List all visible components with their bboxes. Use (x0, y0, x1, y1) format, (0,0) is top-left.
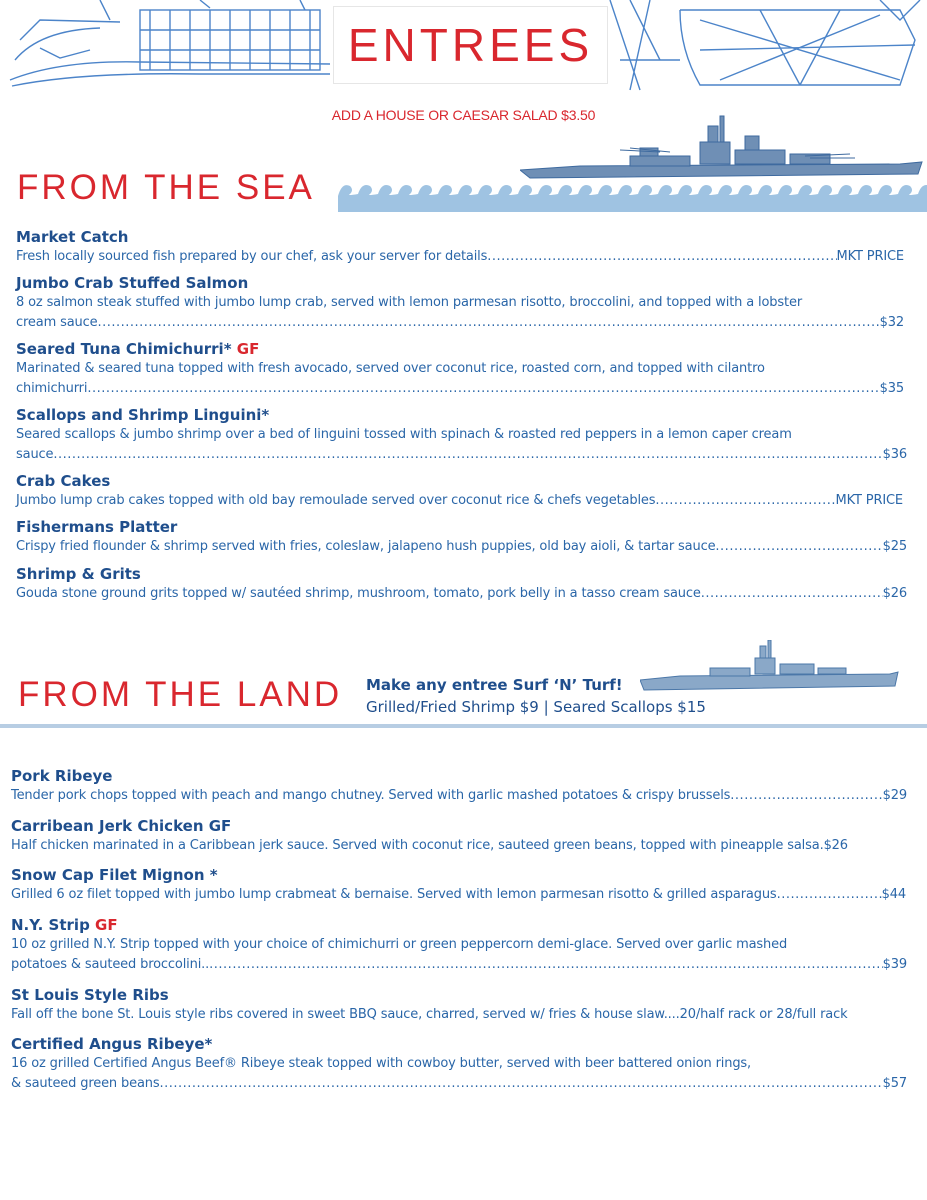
item-description-cont: cream sauce (16, 314, 98, 330)
item-name: Seared Tuna Chimichurri* (16, 340, 232, 358)
item-price: $26 (882, 586, 907, 601)
item-name: Crab Cakes (16, 472, 111, 490)
dot-leader (209, 955, 882, 975)
gluten-free-badge: GF (95, 916, 118, 934)
item-name: Shrimp & Grits (16, 565, 141, 583)
item-name: Scallops and Shrimp Linguini* (16, 406, 270, 424)
battleship-icon (520, 112, 925, 192)
item-description: Fall off the bone St. Louis style ribs covered in sweet BBQ sauce, charred, served w/ fries & house slaw....20/half rack or 28/full rack (11, 1007, 848, 1022)
menu-item-pork-ribeye (11, 766, 907, 806)
menu-item-crab-cakes (16, 471, 903, 511)
item-price: $57 (882, 1075, 907, 1091)
item-description: Seared scallops & jumbo shrimp over a bed of linguini tossed with spinach & roasted red peppers in a lemon caper cream (16, 427, 792, 442)
menu-item-st-louis-style-ribs (11, 985, 916, 1025)
page-title: ENTREES (347, 19, 594, 71)
menu-item-ny-strip (11, 915, 907, 974)
dot-leader (701, 584, 883, 604)
item-name: Snow Cap Filet Mignon * (11, 866, 218, 884)
gluten-free-badge: GF (236, 340, 260, 358)
menu-item-seared-tuna-chimichurri (16, 339, 904, 398)
item-name: Pork Ribeye (11, 767, 113, 785)
battleship-small-icon (640, 640, 900, 698)
item-price: MKT PRICE (836, 249, 904, 264)
item-price: $39 (882, 956, 907, 972)
dot-leader (53, 445, 882, 465)
item-description-cont: sauce (16, 446, 54, 462)
item-price: MKT PRICE (835, 493, 903, 508)
item-description: Tender pork chops topped with peach and mango chutney. Served with garlic mashed potatoes & crispy brussels (11, 788, 731, 803)
item-description: Gouda stone ground grits topped w/ sautéed shrimp, mushroom, tomato, pork belly in a tasso cream sauce (16, 586, 701, 601)
menu-item-scallops-shrimp-linguini (16, 405, 907, 464)
dot-leader (159, 1074, 882, 1094)
dot-leader (655, 491, 835, 511)
dot-leader (97, 313, 879, 333)
title-box (333, 6, 608, 84)
item-price: $35 (879, 380, 904, 396)
item-price: $32 (879, 314, 904, 330)
item-description-cont: chimichurri (16, 380, 88, 396)
dot-leader (715, 537, 882, 557)
item-name: N.Y. Strip (11, 916, 90, 934)
dot-leader (487, 247, 836, 267)
item-description-cont: potatoes & sauteed broccolini.. (11, 956, 210, 972)
item-price: $29 (882, 788, 907, 803)
menu-item-snow-cap-filet-mignon (11, 865, 906, 905)
item-name: Market Catch (16, 228, 129, 246)
surf-n-turf-prices: Grilled/Fried Shrimp $9 | Seared Scallops $15 (366, 698, 706, 716)
item-description: Jumbo lump crab cakes topped with old bay remoulade served over coconut rice & chefs vegetables (16, 493, 656, 508)
dot-leader (87, 379, 879, 399)
land-section-title: FROM THE LAND (18, 675, 343, 714)
salad-add-on-note: ADD A HOUSE OR CAESAR SALAD $3.50 (331, 107, 596, 123)
menu-item-certified-angus-ribeye (11, 1034, 907, 1093)
item-description: 10 oz grilled N.Y. Strip topped with your choice of chimichurri or green peppercorn demi-glace. Served over garlic mashed (11, 937, 788, 952)
item-description-cont: & sauteed green beans (11, 1075, 160, 1091)
item-description: Crispy fried flounder & shrimp served with fries, coleslaw, jalapeno hush puppies, old bay aioli, & tartar sauce (16, 539, 716, 554)
sea-section-title: FROM THE SEA (17, 168, 315, 207)
item-name: Fishermans Platter (16, 518, 178, 536)
item-description: Fresh locally sourced fish prepared by our chef, ask your server for details (16, 249, 488, 264)
item-price: $36 (882, 446, 907, 462)
menu-item-carribean-jerk-chicken (11, 816, 916, 856)
item-description: 8 oz salmon steak stuffed with jumbo lump crab, served with lemon parmesan risotto, broccolini, and topped with a lobster (16, 295, 803, 310)
item-name: Jumbo Crab Stuffed Salmon (16, 274, 249, 292)
menu-item-market-catch (16, 227, 904, 267)
item-price: $25 (882, 539, 907, 554)
menu-item-shrimp-and-grits (16, 564, 907, 604)
item-description: 16 oz grilled Certified Angus Beef® Ribeye steak topped with cowboy butter, served with beer battered onion rings, (11, 1056, 752, 1071)
dot-leader (777, 885, 882, 905)
surf-n-turf-title: Make any entree Surf ‘N’ Turf! (366, 676, 623, 694)
menu-item-jumbo-crab-stuffed-salmon (16, 273, 904, 332)
menu-item-fishermans-platter (16, 517, 907, 557)
section-divider (0, 724, 927, 728)
item-description: Grilled 6 oz filet topped with jumbo lump crabmeat & bernaise. Served with lemon parmesan risotto & grilled asparagus (11, 887, 777, 902)
item-price: $44 (881, 887, 906, 902)
item-name: Carribean Jerk Chicken GF (11, 817, 232, 835)
item-description: Half chicken marinated in a Caribbean jerk sauce. Served with coconut rice, sauteed green beans, topped with pineapple salsa.$26 (11, 838, 848, 853)
item-name: St Louis Style Ribs (11, 986, 169, 1004)
item-description: Marinated & seared tuna topped with fresh avocado, served over coconut rice, roasted corn, and topped with cilantro (16, 361, 765, 376)
item-name: Certified Angus Ribeye* (11, 1035, 213, 1053)
dot-leader (730, 786, 882, 806)
